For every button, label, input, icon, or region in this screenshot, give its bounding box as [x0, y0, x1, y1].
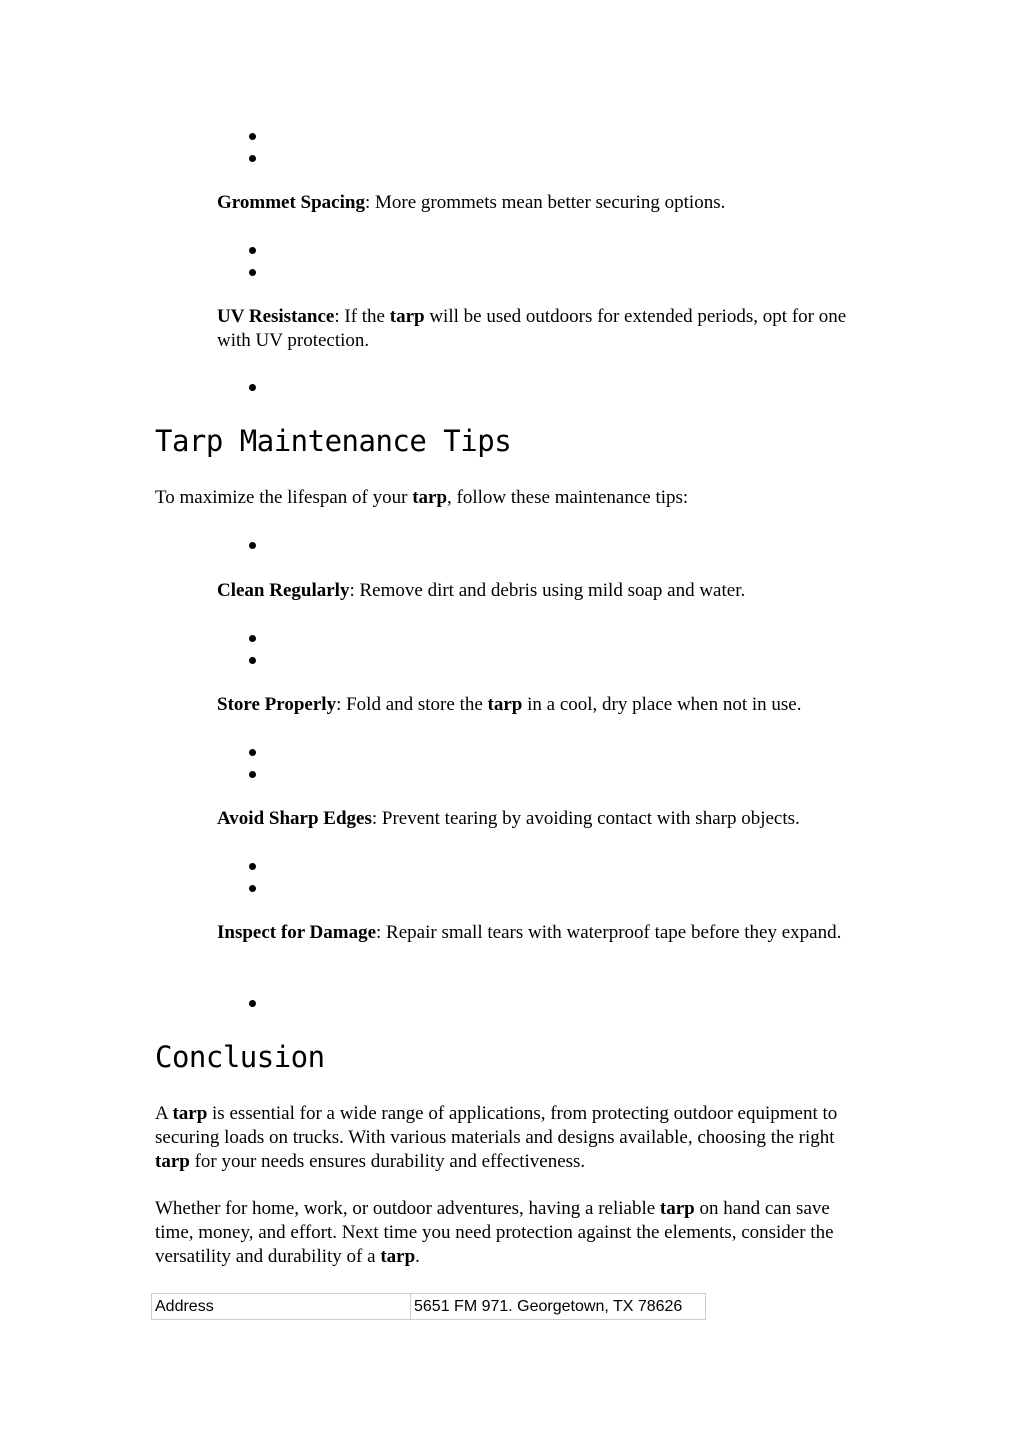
conclusion-text: on hand can save time, money, and effort. Next time you need protection against the elements, consider the versatility and durability of a: [155, 1198, 834, 1267]
list-bullet: [249, 771, 256, 778]
avoid-sharp-edges-item: [217, 807, 877, 831]
list-bullet: [249, 133, 256, 140]
list-bullet: [249, 863, 256, 870]
list-bullet: [249, 885, 256, 892]
avoid-sharp-edges-label: Avoid Sharp Edges: [217, 808, 372, 829]
list-bullet: [249, 657, 256, 664]
conclusion-paragraph-1: [155, 1102, 870, 1174]
conclusion-text: A: [155, 1103, 173, 1124]
clean-regularly-label: Clean Regularly: [217, 580, 350, 601]
maintenance-intro: [155, 486, 870, 510]
conclusion-text: Whether for home, work, or outdoor adventures, having a reliable: [155, 1198, 660, 1219]
keyword-tarp: tarp: [380, 1246, 416, 1267]
keyword-tarp: tarp: [389, 306, 425, 327]
address-label-cell: Address: [152, 1294, 411, 1320]
conclusion-paragraph-2: [155, 1197, 870, 1269]
uv-resistance-item: [217, 305, 877, 353]
keyword-tarp: tarp: [659, 1198, 695, 1219]
keyword-tarp: tarp: [172, 1103, 208, 1124]
keyword-tarp: tarp: [412, 487, 448, 508]
uv-resistance-text: will be used outdoors for extended periods, opt for one with UV protection.: [217, 306, 847, 351]
maintenance-heading: Tarp Maintenance Tips: [155, 424, 512, 458]
list-bullet: [249, 247, 256, 254]
grommet-spacing-label: Grommet Spacing: [217, 192, 365, 213]
table-row: [152, 1294, 706, 1320]
list-bullet: [249, 542, 256, 549]
conclusion-text: for your needs ensures durability and effectiveness.: [189, 1151, 586, 1172]
avoid-sharp-edges-text: : Prevent tearing by avoiding contact with sharp objects.: [371, 808, 800, 829]
store-properly-text: : Fold and store the: [336, 694, 488, 715]
inspect-damage-label: Inspect for Damage: [217, 922, 377, 943]
intro-text: , follow these maintenance tips:: [447, 487, 689, 508]
uv-resistance-text: : If the: [334, 306, 390, 327]
uv-resistance-label: UV Resistance: [217, 306, 335, 327]
list-bullet: [249, 749, 256, 756]
intro-text: To maximize the lifespan of your: [155, 487, 413, 508]
list-bullet: [249, 269, 256, 276]
store-properly-label: Store Properly: [217, 694, 337, 715]
store-properly-text: in a cool, dry place when not in use.: [522, 694, 802, 715]
list-bullet: [249, 155, 256, 162]
keyword-tarp: tarp: [487, 694, 523, 715]
conclusion-heading: Conclusion: [155, 1040, 325, 1074]
address-table: [151, 1293, 706, 1320]
conclusion-text: is essential for a wide range of applications, from protecting outdoor equipment to securing loads on trucks. With various materials and designs available, choosing the right: [155, 1103, 838, 1148]
grommet-spacing-item: [217, 191, 877, 215]
list-bullet: [249, 384, 256, 391]
address-value-cell: 5651 FM 971. Georgetown, TX 78626: [411, 1294, 706, 1320]
clean-regularly-text: : Remove dirt and debris using mild soap and water.: [349, 580, 746, 601]
inspect-damage-item: [217, 921, 877, 945]
keyword-tarp: tarp: [155, 1151, 190, 1172]
list-bullet: [249, 635, 256, 642]
list-bullet: [249, 1000, 256, 1007]
conclusion-text: .: [415, 1246, 420, 1267]
grommet-spacing-text: : More grommets mean better securing options.: [364, 192, 726, 213]
inspect-damage-text: : Repair small tears with waterproof tape before they expand.: [376, 922, 842, 943]
store-properly-item: [217, 693, 877, 717]
clean-regularly-item: [217, 579, 877, 603]
